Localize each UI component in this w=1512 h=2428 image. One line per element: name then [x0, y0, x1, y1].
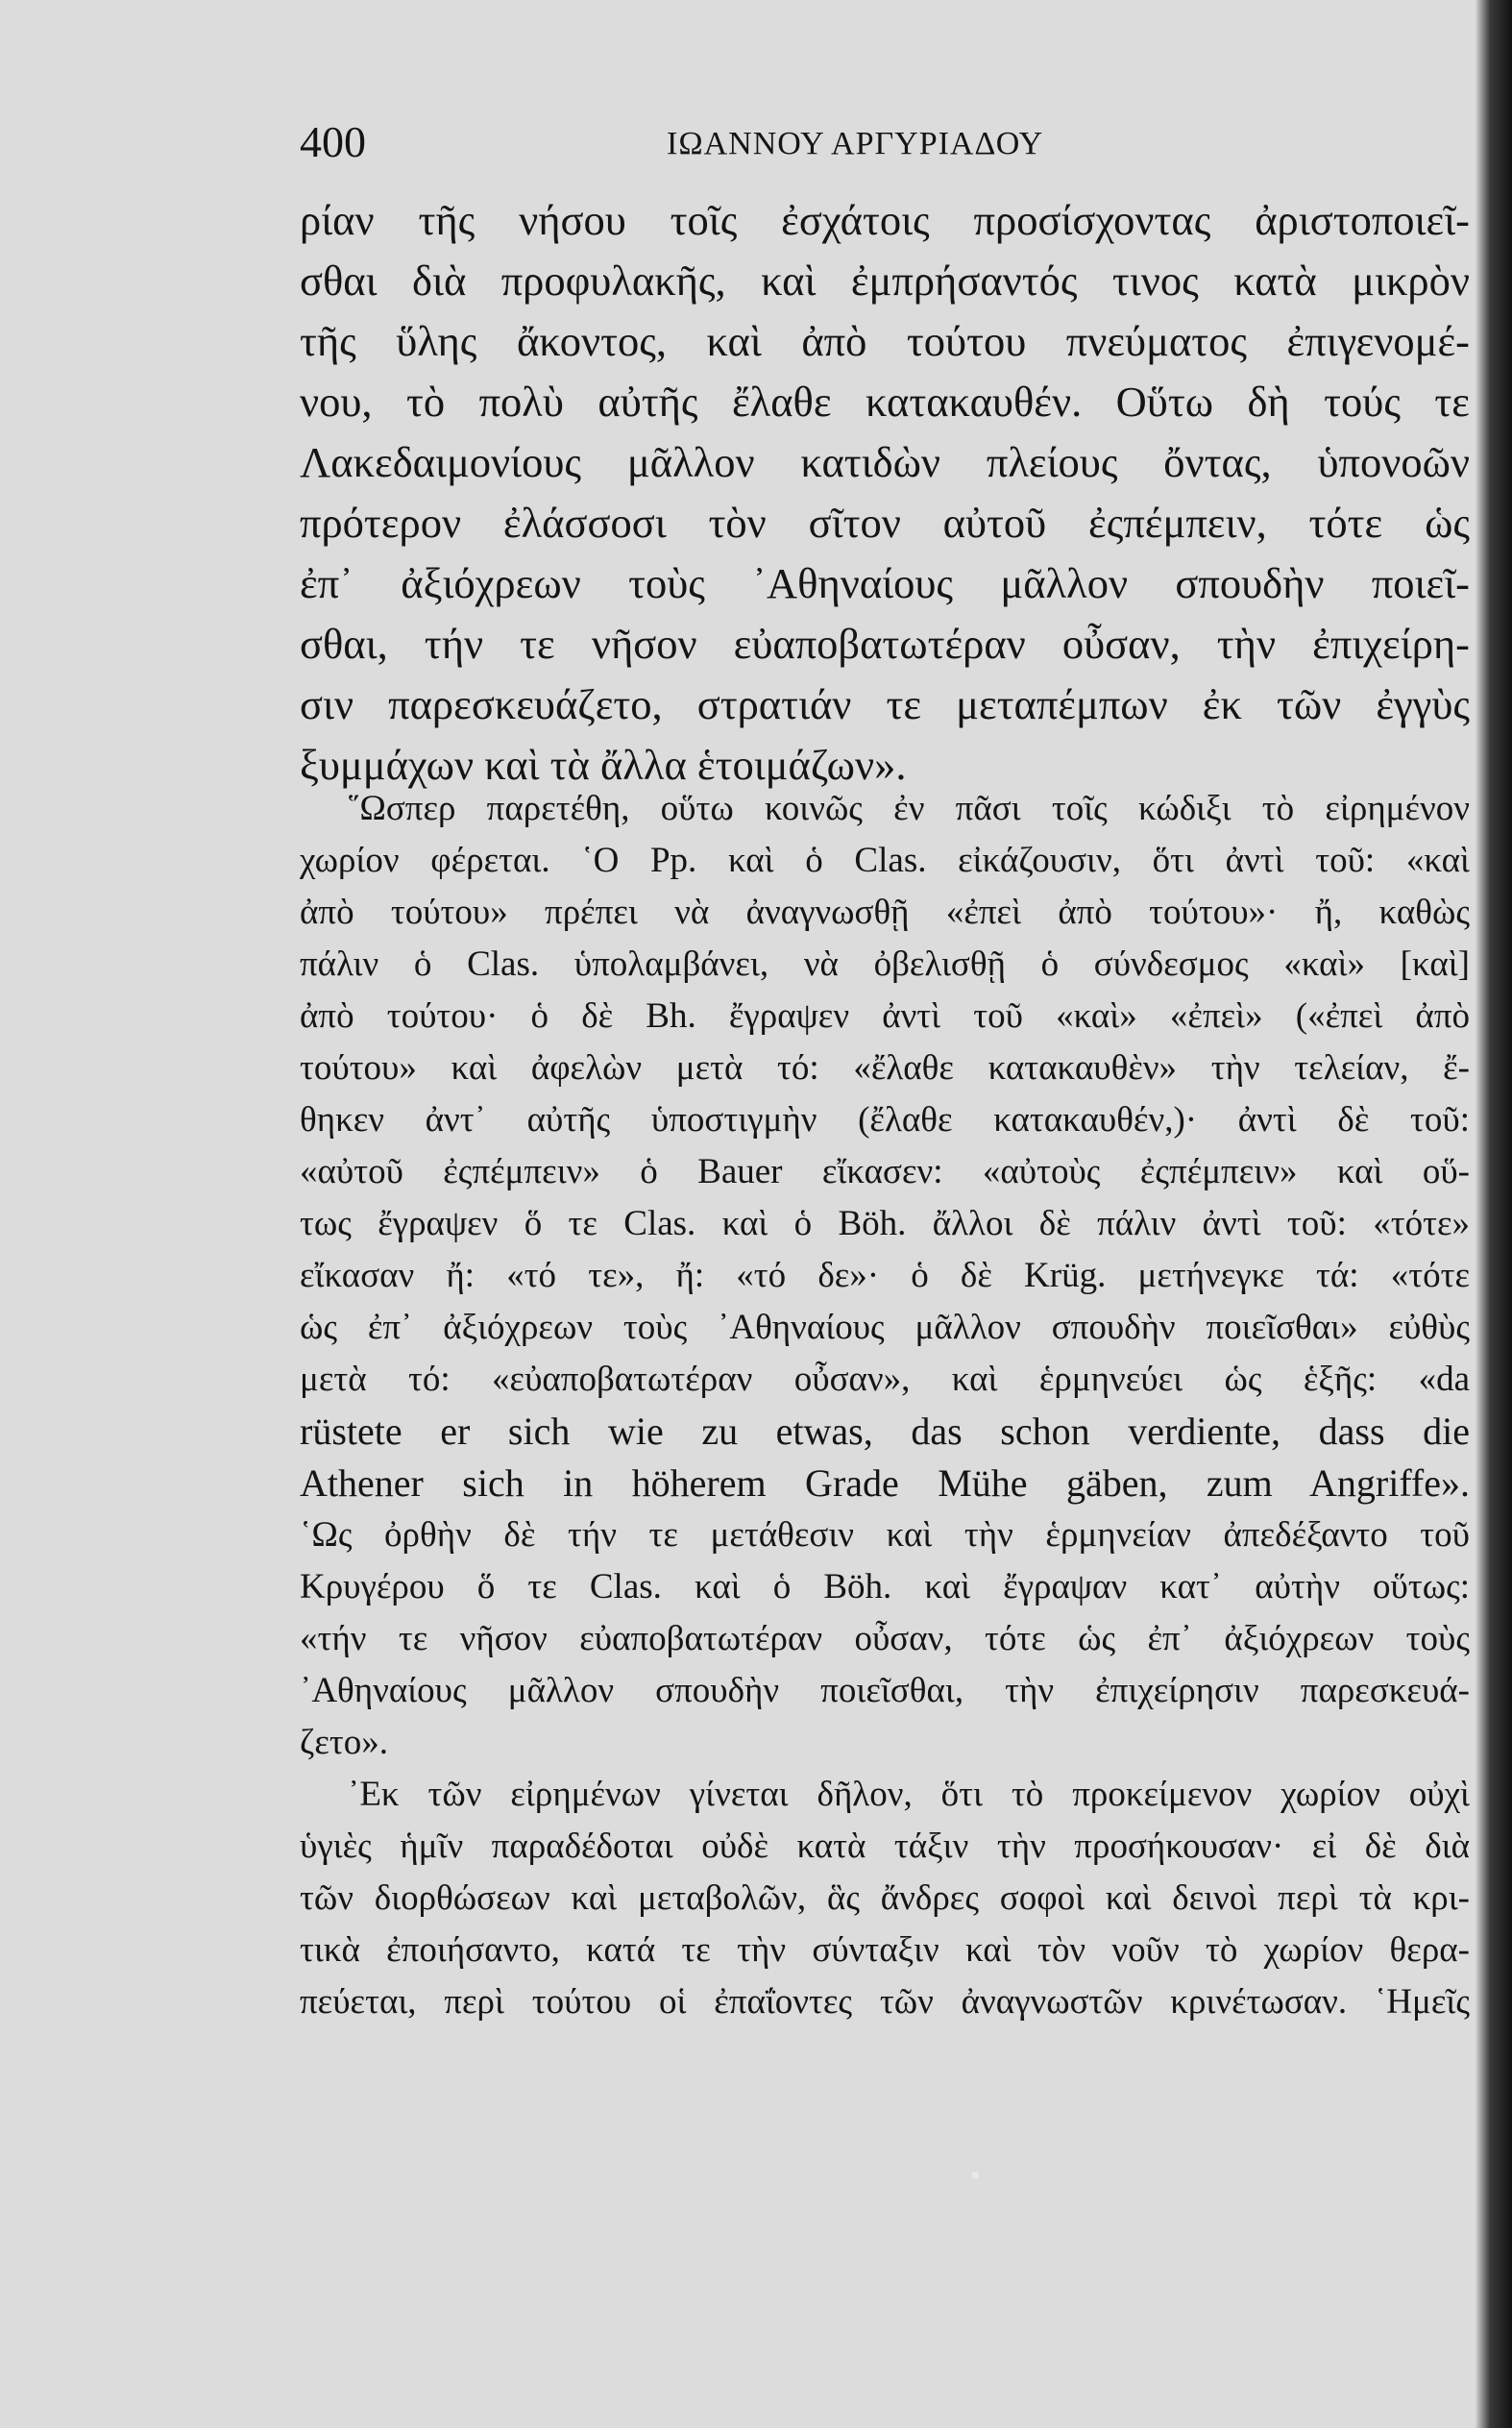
text-line: σιν παρεσκευάζετο, στρατιάν τε μεταπέμπων ἐκ τῶν ἐγγὺς — [300, 680, 1470, 728]
page-edge-shadow — [1475, 0, 1512, 2428]
commentary-line: ᾿Εκ τῶν εἰρημένων γίνεται δῆλον, ὅτι τὸ προκείμενον χωρίον οὐχὶ — [348, 1775, 1470, 1814]
commentary-line: ὡς ἐπ᾽ ἀξιόχρεων τοὺς ᾿Αθηναίους μᾶλλον σπουδὴν ποιεῖσθαι» εὐθὺς — [300, 1308, 1470, 1347]
text-line: τῆς ὕλης ἄκοντος, καὶ ἀπὸ τούτου πνεύματος ἐπιγενομέ- — [300, 317, 1470, 365]
commentary-line: Κρυγέρου ὅ τε Clas. καὶ ὁ Böh. καὶ ἔγραψαν κατ᾽ αὐτὴν οὕτως: — [300, 1567, 1470, 1606]
main-quotation — [300, 190, 1470, 796]
commentary-line: τως ἔγραψεν ὅ τε Clas. καὶ ὁ Böh. ἄλλοι δὲ πάλιν ἀντὶ τοῦ: «τότε» — [300, 1204, 1470, 1243]
text-line: σθαι διὰ προφυλακῆς, καὶ ἐμπρήσαντός τινος κατὰ μικρὸν — [300, 257, 1470, 305]
commentary-line: ζετο». — [300, 1723, 388, 1762]
text-line: πρότερον ἐλάσσοσι τὸν σῖτον αὐτοῦ ἐςπέμπειν, τότε ὡς — [300, 499, 1470, 547]
text-line: Λακεδαιμονίους μᾶλλον κατιδὼν πλείους ὄντας, ὑπονοῶν — [300, 438, 1470, 486]
commentary-line: εἴκασαν ἤ: «τό τε», ἤ: «τό δε»· ὁ δὲ Krüg. μετήνεγκε τά: «τότε — [300, 1256, 1470, 1295]
commentary-line: ὑγιὲς ἡμῖν παραδέδοται οὐδὲ κατὰ τάξιν τὴν προσήκουσαν· εἰ δὲ διὰ — [300, 1827, 1470, 1866]
commentary-line: χωρίον φέρεται. ῾Ο Pp. καὶ ὁ Clas. εἰκάζουσιν, ὅτι ἀντὶ τοῦ: «καὶ — [300, 841, 1470, 880]
running-title: ΙΩΑΝΝΟΥ ΑΡΓΥΡΙΑΔΟΥ — [667, 126, 1044, 161]
commentary-line: τούτου» καὶ ἀφελὼν μετὰ τό: «ἔλαθε κατακαυθὲν» τὴν τελείαν, ἔ- — [300, 1048, 1470, 1088]
commentary — [300, 783, 1470, 2028]
commentary-line: ἀπὸ τούτου· ὁ δὲ Bh. ἔγραψεν ἀντὶ τοῦ «καὶ» «ἐπεὶ» («ἐπεὶ ἀπὸ — [300, 996, 1470, 1036]
text-line: νου, τὸ πολὺ αὐτῆς ἔλαθε κατακαυθέν. Οὕτω δὴ τούς τε — [300, 378, 1470, 426]
commentary-line: μετὰ τό: «εὐαποβατωτέραν οὖσαν», καὶ ἑρμηνεύει ὡς ἑξῆς: «da — [300, 1360, 1470, 1399]
page-header — [300, 113, 1470, 171]
commentary-line: τικὰ ἐποιήσαντο, κατά τε τὴν σύνταξιν καὶ τὸν νοῦν τὸ χωρίον θερα- — [300, 1930, 1470, 1970]
commentary-line: πάλιν ὁ Clas. ὑπολαμβάνει, νὰ ὀβελισθῇ ὁ σύνδεσμος «καὶ» [καὶ] — [300, 944, 1470, 984]
commentary-line: «αὐτοῦ ἐςπέμπειν» ὁ Bauer εἴκασεν: «αὐτοὺς ἐςπέμπειν» καὶ οὕ- — [300, 1152, 1470, 1191]
text-line: σθαι, τήν τε νῆσον εὐαποβατωτέραν οὖσαν, τὴν ἐπιχείρη- — [300, 620, 1470, 668]
commentary-line: πεύεται, περὶ τούτου οἱ ἐπαΐοντες τῶν ἀναγνωστῶν κρινέτωσαν. ῾Ημεῖς — [300, 1982, 1470, 2022]
commentary-line: «τήν τε νῆσον εὐαποβατωτέραν οὖσαν, τότε ὡς ἐπ᾽ ἀξιόχρεων τοὺς — [300, 1619, 1470, 1658]
page-number: 400 — [300, 117, 366, 166]
text-line: ρίαν τῆς νήσου τοῖς ἐσχάτοις προσίσχοντας ἀριστοποιεῖ- — [300, 196, 1470, 244]
text-line: ξυμμάχων καὶ τὰ ἄλλα ἑτοιμάζων». — [300, 741, 907, 789]
commentary-line: ᾿Αθηναίους μᾶλλον σπουδὴν ποιεῖσθαι, τὴν ἐπιχείρησιν παρεσκευά- — [300, 1671, 1470, 1710]
paper-smudge: • — [970, 2160, 981, 2192]
commentary-line: ἀπὸ τούτου» πρέπει νὰ ἀναγνωσθῇ «ἐπεὶ ἀπὸ τούτου»· ἤ, καθὼς — [300, 893, 1470, 932]
commentary-line: rüstete er sich wie zu etwas, das schon verdiente, dass die — [300, 1410, 1470, 1453]
commentary-line: Athener sich in höherem Grade Mühe gäben, zum Angriffe». — [300, 1461, 1470, 1505]
text-line: ἐπ᾽ ἀξιόχρεων τοὺς ᾿Αθηναίους μᾶλλον σπουδὴν ποιεῖ- — [300, 559, 1470, 607]
commentary-line: τῶν διορθώσεων καὶ μεταβολῶν, ἃς ἄνδρες σοφοὶ καὶ δεινοὶ περὶ τὰ κρι- — [300, 1878, 1470, 1918]
commentary-line: ῞Ωσπερ παρετέθη, οὕτω κοινῶς ἐν πᾶσι τοῖς κώδιξι τὸ εἰρημένον — [348, 789, 1470, 828]
commentary-line: ῾Ως ὀρθὴν δὲ τήν τε μετάθεσιν καὶ τὴν ἑρμηνείαν ἀπεδέξαντο τοῦ — [300, 1515, 1470, 1555]
commentary-line: θηκεν ἀντ᾽ αὐτῆς ὑποστιγμὴν (ἔλαθε κατακαυθέν,)· ἀντὶ δὲ τοῦ: — [300, 1100, 1470, 1140]
